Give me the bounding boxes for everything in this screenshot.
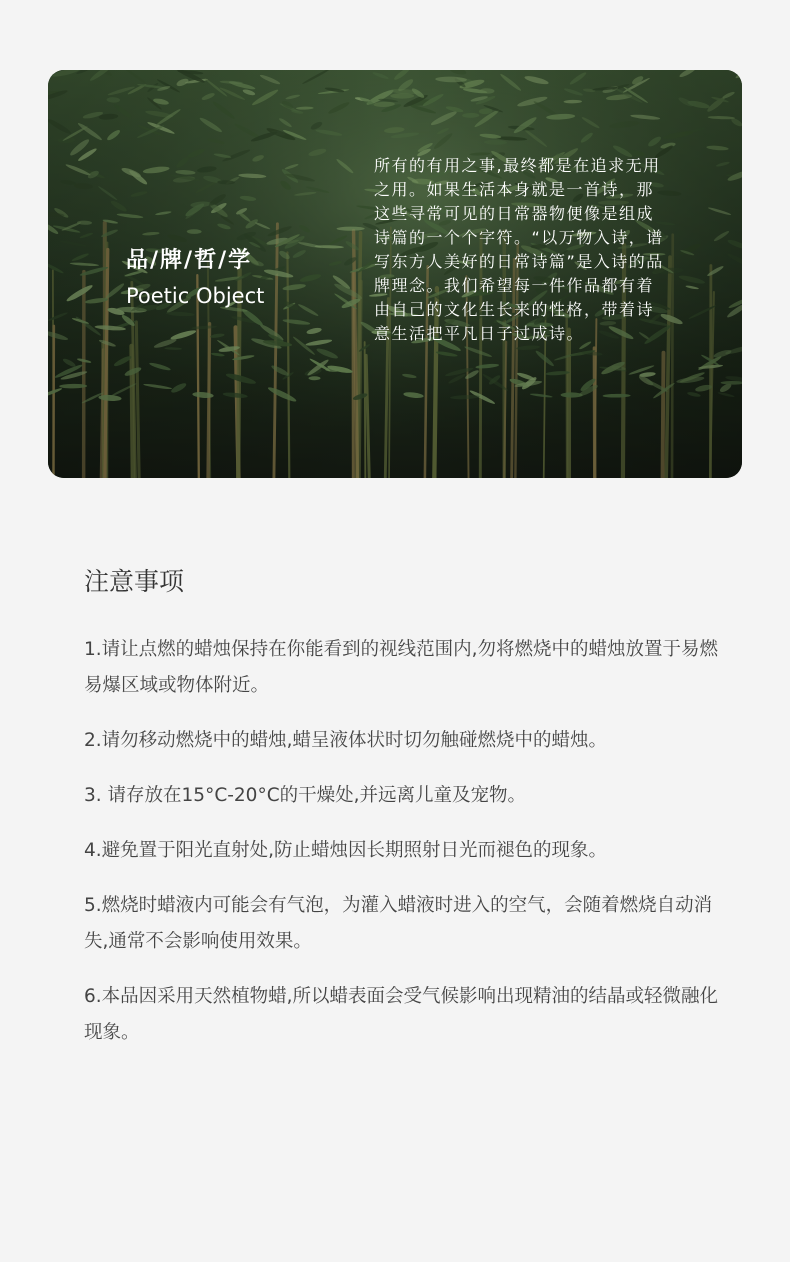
brand-title-en: Poetic Object xyxy=(126,284,265,308)
notice-item: 5.燃烧时蜡液内可能会有气泡，为灌入蜡液时进入的空气，会随着燃烧自动消失,通常不会影响使用效果。 xyxy=(84,895,713,952)
notice-item: 3. 请存放在15°C-20°C的干燥处,并远离儿童及宠物。 xyxy=(84,785,527,806)
brand-poem: 所有的有用之事,最终都是在追求无用之用。如果生活本身就是一首诗，那这些寻常可见的日常器物便像是组成诗篇的一个个字符。“以万物入诗，谱写东方人美好的日常诗篇”是入诗的品牌理念。我们希望每一件作品都有着由自己的文化生长来的性格，带着诗意生活把平凡日子过成诗。 xyxy=(374,156,664,343)
notice-item: 6.本品因采用天然植物蜡,所以蜡表面会受气候影响出现精油的结晶或轻微融化现象。 xyxy=(84,986,719,1043)
brand-philosophy xyxy=(126,246,264,312)
notice-item: 2.请勿移动燃烧中的蜡烛,蜡呈液体状时切勿触碰燃烧中的蜡烛。 xyxy=(84,730,608,751)
notice-item: 1.请让点燃的蜡烛保持在你能看到的视线范围内,勿将燃烧中的蜡烛放置于易燃易爆区域或物体附近。 xyxy=(84,639,719,696)
notice-item: 4.避免置于阳光直射处,防止蜡烛因长期照射日光而褪色的现象。 xyxy=(84,840,608,861)
brand-title-cn: 品/牌/哲/学 xyxy=(126,248,253,273)
notice-list xyxy=(84,632,724,1070)
notice-title: 注意事项 xyxy=(84,567,185,596)
brand-banner xyxy=(48,70,742,478)
